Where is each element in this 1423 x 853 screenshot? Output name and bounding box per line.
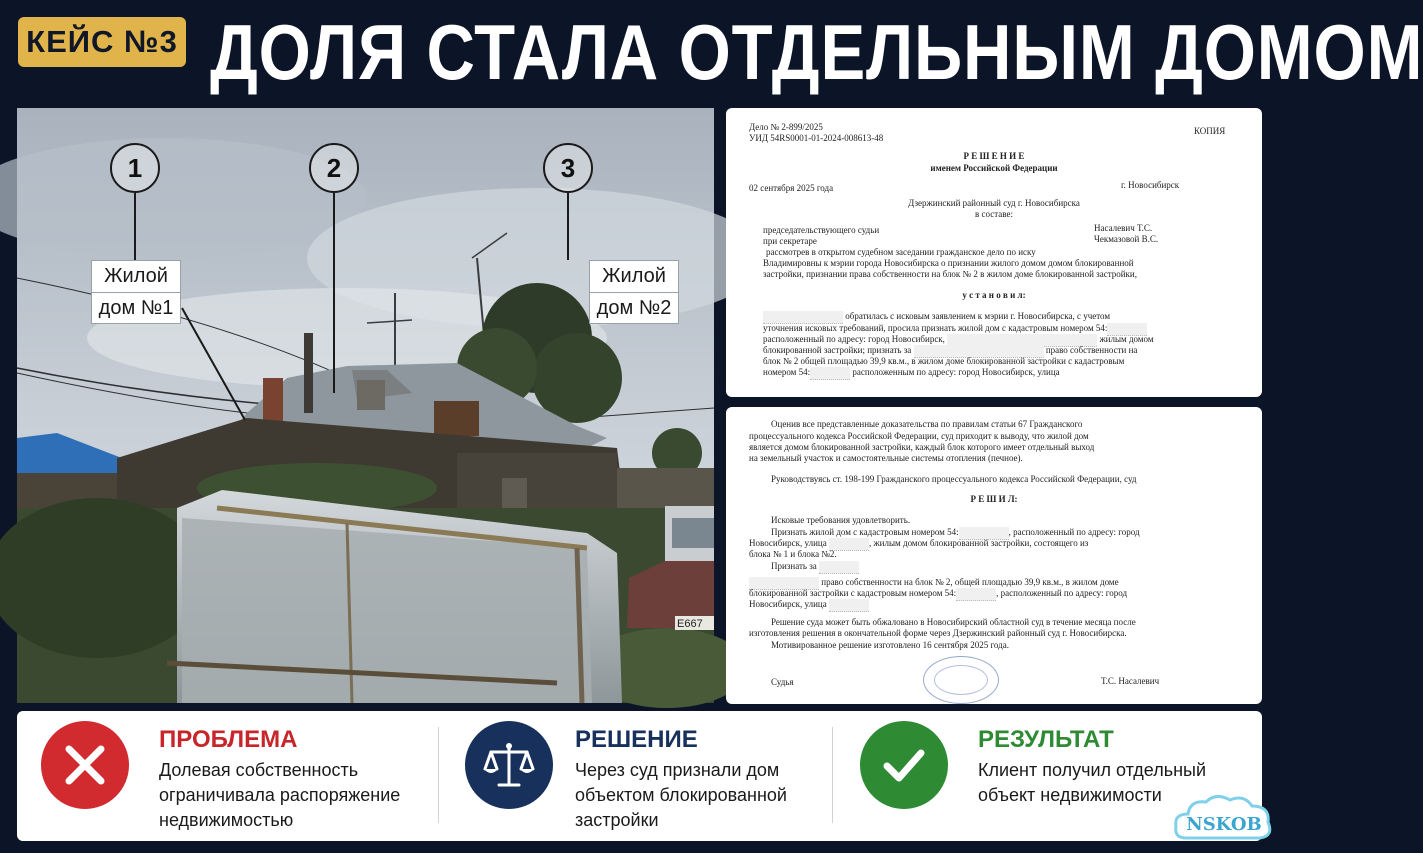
decision-line-2a: Признать жилой дом с кадастровым номером 54: <box>771 527 959 537</box>
cross-icon <box>61 741 109 789</box>
para1-line3a: расположенный по адресу: город Новосибирск, <box>763 334 945 344</box>
para1-line6a: номером 54: <box>763 367 811 377</box>
result-badge <box>860 721 948 809</box>
para1-line3b: жилым домом <box>1099 334 1154 344</box>
appeal-line-2: изготовления решения в окончательной форме через Дзержинский районный суд г. Новосибирска. <box>749 628 1127 638</box>
case-number: Дело № 2-899/2025 <box>749 122 823 132</box>
decision-line-3b: , жилым домом блокированной застройки, состоящего из <box>868 538 1089 548</box>
decision-date: 02 сентября 2025 года <box>749 183 834 193</box>
decision-line-3a: Новосибирск, улица <box>749 538 827 548</box>
decision-line-7a: блокированной застройки с кадастровым номером 54: <box>749 588 957 598</box>
problem-text-line-1: Долевая собственность <box>159 760 359 780</box>
decision-line-8: Новосибирск, улица <box>749 599 827 609</box>
nskob-text: NSKOB <box>1186 814 1262 835</box>
para2-line1: Оценив все представленные доказательства по правилам статьи 67 Гражданского <box>771 419 1083 429</box>
court-name: Дзержинский районный суд г. Новосибирска <box>908 198 1080 208</box>
divider <box>438 727 439 823</box>
case-uid: УИД 54RS0001-01-2024-008613-48 <box>749 133 884 143</box>
house-photo <box>17 108 714 703</box>
decision-line-4: блока № 1 и блока №2. <box>749 549 837 559</box>
problem-text-line-2: ограничивала распоряжение <box>159 785 401 805</box>
solution-text-line-1: Через суд признали дом <box>575 760 780 780</box>
marker-1: 3 <box>543 143 593 193</box>
decision-line-2b: , расположенный по адресу: город <box>1008 527 1140 537</box>
result-title: РЕЗУЛЬТАТ <box>978 726 1114 753</box>
reviewed-line: рассмотрев в открытом судебном заседании гражданское дело по иску <box>766 247 1036 257</box>
problem-badge <box>41 721 129 809</box>
court-composition: в составе: <box>975 209 1013 219</box>
judge-name: Насалевич Т.С. <box>1094 223 1153 233</box>
marker-2: 2 <box>309 143 359 193</box>
label-house-2-line2: дом №2 <box>590 292 678 323</box>
copy-mark: КОПИЯ <box>1194 126 1226 136</box>
para3: Руководствуясь ст. 198-199 Гражданского процессуального кодекса Российской Федерации, суд <box>771 474 1137 484</box>
decision-line-1: Исковые требования удовлетворить. <box>771 515 911 525</box>
label-house-2 <box>589 260 679 324</box>
problem-title: ПРОБЛЕМА <box>159 726 298 753</box>
nskob-logo <box>1172 790 1276 848</box>
secretary-role: при секретаре <box>763 236 817 246</box>
para1-line1: обратилась с исковым заявлением к мэрии г. Новосибирска, с учетом <box>845 311 1111 321</box>
checkmark-icon <box>878 739 930 791</box>
solution-text-line-3: застройки <box>575 810 659 830</box>
solution-text <box>575 758 787 833</box>
result-text-line-2: объект недвижимости <box>978 785 1162 805</box>
divider <box>832 727 833 823</box>
court-decision-page-2 <box>726 407 1262 704</box>
decided-heading: Р Е Ш И Л: <box>970 494 1018 504</box>
para1-line6b: расположенным по адресу: город Новосибирск, улица <box>852 367 1060 377</box>
scales-icon <box>481 737 537 793</box>
para2-line3: является домом блокированной застройки, каждый блок которого имеет отдельный выход <box>749 442 1095 452</box>
signer-role: Судья <box>771 677 794 687</box>
label-pointer <box>17 108 714 703</box>
para1-line4a: блокированной застройки; признать за <box>763 345 912 355</box>
label-house-2-line1: Жилой <box>602 265 666 287</box>
decision-heading: Р Е Ш Е Н И Е <box>963 151 1025 161</box>
label-house-1 <box>91 260 181 324</box>
page-title: ДОЛЯ СТАЛА ОТДЕЛЬНЫМ ДОМОМ <box>210 8 1423 96</box>
label-house-1-line2: дом №1 <box>92 292 180 323</box>
solution-text-line-2: объектом блокированной <box>575 785 787 805</box>
summary-panel <box>17 711 1262 841</box>
signer-name: Т.С. Насалевич <box>1101 676 1160 686</box>
solution-badge <box>465 721 553 809</box>
judge-role: председательствующего судьи <box>763 225 880 235</box>
para1-line5: блок № 2 общей площадью 39,9 кв.м., в жилом доме блокированной застройки с кадастровым <box>763 356 1125 366</box>
appeal-line-1: Решение суда может быть обжаловано в Новосибирский областной суд в течение месяца после <box>771 617 1136 627</box>
solution-title: РЕШЕНИЕ <box>575 726 698 753</box>
para2-line2: процессуального кодекса Российской Федерации, суд приходит к выводу, что жилой дом <box>749 431 1089 441</box>
decision-line-7b: , расположенный по адресу: город <box>996 588 1128 598</box>
claim-line-2: застройки, признании права собственности на блок № 2 в жилом доме блокированной застройки, <box>763 269 1137 279</box>
result-text-line-1: Клиент получил отдельный <box>978 760 1207 780</box>
decision-subheading: именем Российской Федерации <box>930 163 1058 173</box>
court-stamp <box>923 656 999 704</box>
motivated-decision-line: Мотивированное решение изготовлено 16 сентября 2025 года. <box>771 640 1009 650</box>
car-plate: Е667 <box>677 618 703 630</box>
decision-city: г. Новосибирск <box>1121 180 1180 190</box>
decision-line-6: право собственности на блок № 2, общей площадью 39,9 кв.м., в жилом доме <box>821 577 1119 587</box>
established-heading: у с т а н о в и л: <box>962 290 1026 300</box>
para1-line2: уточнения исковых требований, просила признать жилой дом с кадастровым номером 54: <box>763 323 1108 333</box>
problem-text <box>159 758 400 833</box>
problem-text-line-3: недвижимостью <box>159 810 294 830</box>
label-house-1-line1: Жилой <box>104 265 168 287</box>
case-badge: КЕЙС №3 <box>18 17 186 67</box>
marker-3: 1 <box>110 143 160 193</box>
para1-line4b: право собственности на <box>1045 345 1138 355</box>
decision-line-5: Признать за <box>771 561 817 571</box>
court-decision-page-1 <box>726 108 1262 397</box>
secretary-name: Чекмазовой В.С. <box>1094 234 1159 244</box>
claim-line-1: Владимировны к мэрии города Новосибирска о признании жилого домом домом блокированной <box>763 258 1134 268</box>
para2-line4: на земельный участок и самостоятельные системы отопления (печное). <box>749 453 1023 463</box>
